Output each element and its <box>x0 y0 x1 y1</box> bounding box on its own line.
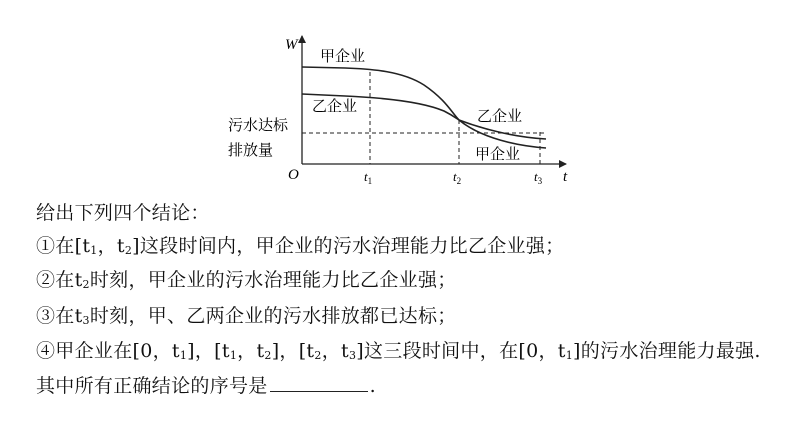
tick-t2: $t_2$ <box>453 169 462 186</box>
pollution-graph <box>0 0 794 200</box>
tick-t3: $t_3$ <box>534 169 543 186</box>
question-line: 其中所有正确结论的序号是 . <box>36 375 376 397</box>
conclusion-4: ④甲企业在[0，$t_1$]，[$t_1$，$t_2$]，[$t_2$，$t_3$]这三段时间中，在[0，$t_1$]的污水治理能力最强. <box>36 340 761 362</box>
standard-label-line1: 污水达标 <box>228 116 289 134</box>
conclusion-3: ③在$t_3$时刻，甲、乙两企业的污水排放都已达标； <box>36 305 457 327</box>
tick-t1: $t_1$ <box>364 169 373 186</box>
jia-label-top: 甲企业 <box>320 47 366 65</box>
yi-label-right: 乙企业 <box>477 107 523 125</box>
origin-label: O <box>288 167 299 183</box>
standard-label-line2: 排放量 <box>228 141 274 159</box>
y-axis-label: W <box>285 37 298 53</box>
answer-blank[interactable] <box>270 373 368 392</box>
jia-label-bottom: 甲企业 <box>475 145 521 163</box>
x-axis-label: t <box>563 169 568 185</box>
intro-line: 给出下列四个结论： <box>36 202 210 224</box>
yi-label-left: 乙企业 <box>312 97 358 115</box>
conclusion-1: ①在[$t_1$，$t_2$]这段时间内，甲企业的污水治理能力比乙企业强； <box>36 235 565 257</box>
conclusion-2: ②在$t_2$时刻，甲企业的污水治理能力比乙企业强； <box>36 269 457 291</box>
